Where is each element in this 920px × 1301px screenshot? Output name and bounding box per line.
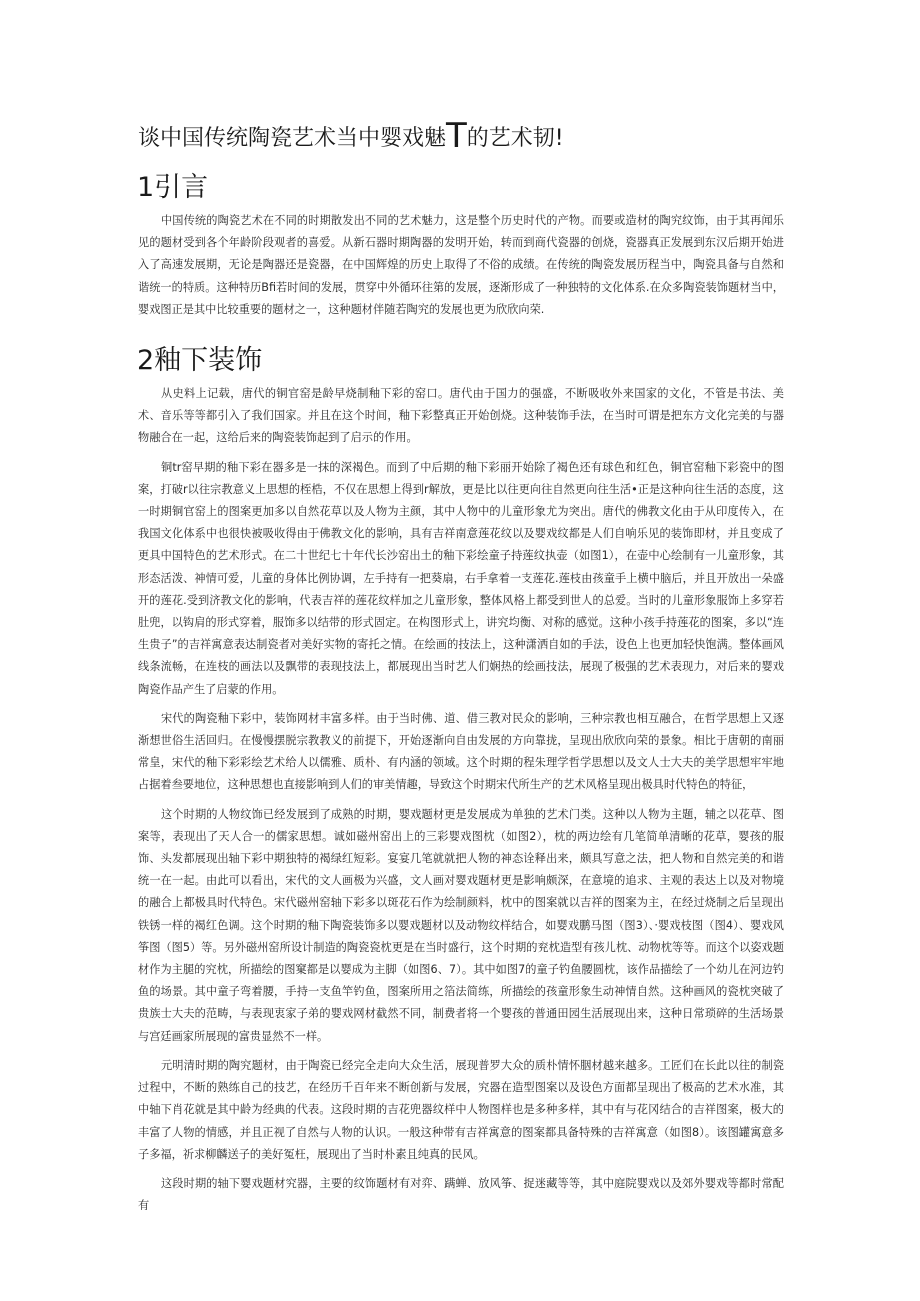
section-1-heading: 1引言 — [137, 172, 209, 203]
section-2-heading: 2釉下装饰 — [137, 345, 263, 376]
title-text-part1: 谈中国传统陶瓷艺术当中婴戏魅 — [138, 126, 447, 151]
paragraph: 元明清时期的陶究题材，由于陶瓷已经完全走向大众生活，展现普罗大众的质朴情怀胭材越来越多。工匠们在长此以往的制瓷过程中，不断的熟练自己的技艺，在经历千百年来不断创新与发展，究器在造型图案以及设色方面都呈现出了极高的艺术水准，其中轴下肖花就是其中龄为经典的代表。这段时期的吉花兜器纹样中人物图样也是多种多样，其中有与花冈结合的吉祥图案，极大的丰富了人物的情感，并且正视了自然与人物的认识。一般这种带有吉祥寓意的图案都具备特殊的吉祥寓意（如图8）。该图罐寓意多子多福，祈求柳麟送子的美好冤枉，展现出了当时朴素且纯真的民风。 — [138, 1058, 784, 1161]
title-text-part2: T — [446, 116, 467, 156]
document-title — [138, 116, 838, 157]
title-text-part3: 的艺术韧! — [466, 126, 564, 151]
section-2-body — [138, 383, 784, 1224]
paragraph: 中国传统的陶瓷艺术在不同的时期散发出不同的艺术魅力，这是整个历史时代的产物。而要或造材的陶究纹饰，由于其再闻乐见的题材受到各个年龄阶段观者的喜爱。从新石器时期陶器的发明开始，转而到商代瓷器的创烧，瓷器真正发展到东汉后期开始进入了高速发展期，无论是陶器还是瓷器，在中国辉煌的历史上取得了不俗的成绩。在传统的陶瓷发展历程当中，陶瓷具备与自然和谐统一的特质。这种特历Bfi若时间的发展，贯穿中外循环往第的发展，逐渐形成了一种独特的文化体系.在众多陶瓷装饰题材当中，婴戏图正是其中比较重要的题材之一，这种题材伴随若陶究的发展也更为欣欣向荣. — [138, 214, 784, 316]
paragraph: 铜tr窑早期的釉下彩在器多是一抹的深褐色。而到了中后期的釉下彩丽开始除了褐色还有球色和红色，铜官窑釉下彩瓷中的图案，打破r以往宗教意义上思想的桎梏，不仅在思想上得到r解放，更是比以往更向往自然更向往生活•正是这种向往生活的态度，这一时期铜官窑上的图案更加多以自然花草以及人物为主颜，其中人物中的儿童形象尤为突出。唐代的佛教文化由于从印度传入，在我国文化体系中也很快被吸收得由于佛教文化的影响，具有吉祥南意莲花纹以及婴戏纹都是人们自响乐见的装饰即材，并且变成了更具中国特色的艺术形式。在二十世纪七十年代长沙窑出土的釉下彩绘童子持莲纹执壶（如图1），在壶中心绘制有一儿童形象，其形态活泼、神情可爱，儿童的身体比例协调，左手持有一把葵扇，右手拿着一支莲花.莲枝由孩童手上横中脑后，并且开放出一朵盛开的莲花.受到济教文化的影响，代表吉祥的莲花纹样加之儿童形象，整体风格上都受到世人的总爱。当时的儿童形象服饰上多穿若肚兜，以钩肩的形式穿着，服饰多以结带的形式固定。在构图形式上，讲究均衡、对称的感觉。这种小孩手持莲花的图案，多以“连生贵子”的吉祥寓意表达制瓷者对美好实物的寄托之情。在绘画的技法上，这种潇洒自如的手法，设色上也更加轻快饱满。整体画风线条流畅，在连枝的画法以及飘带的表现技法上，都展现出当时艺人们娴热的绘画技法，展现了极强的艺术表现力，对后来的婴戏陶瓷作品产生了启蒙的作用。 — [138, 460, 784, 696]
section-1-body — [138, 210, 784, 328]
paragraph: 从史料上记载，唐代的铜官窑是龄早烧制釉下彩的窑口。唐代由于国力的强盛，不断吸收外来国家的文化，不管是书法、美术、音乐等等都引入了我们国家。并且在这个时间，釉下彩整真正开始创烧。这种装饰手法，在当时可谓是把东方文化完美的与器物融合在一起，这给后来的陶瓷装饰起到了启示的作用。 — [138, 387, 784, 445]
paragraph: 宋代的陶瓷釉下彩中，装饰网材丰富多样。由于当时佛、道、借三教对民众的影响，三种宗教也相互融合，在哲学思想上又逐渐想世俗生活回归。在慢慢摆脱宗教教义的前提下，开始逐渐向自由发展的方向靠拢，呈现出欣欣向荣的景象。相比于唐朝的南丽常皇，宋代的釉下彩彩绘艺术给人以儒雅、质朴、有内涵的领域。这个时期的程朱理学哲学思想以及文人士大夫的美学思想牢牢地占据着叁要地位，这种思想也直接影响到人们的审美情趣，导致这个时期宋代所生产的艺术风格呈现出极具时代特色的特征， — [138, 711, 784, 792]
paragraph: 这个时期的人物纹饰已经发展到了成熟的时期，婴戏题材更是发展成为单独的艺术门类。这种以人物为主题，辅之以花草、图案等，表现出了天人合一的儒家思想。诚如磁州窑出上的三彩婴戏图枕（如图2），枕的两边绘有几笔简单清晰的花草，婴孩的服饰、头发都展现出轴下彩中期独特的褐绿红短彩。宴宴几笔就就把人物的神态诠释出来，颇具写意之法，把人物和自然完美的和谐统一在一起。由此可以看出，宋代的文人画极为兴盛，文人画对婴戏题材更是影响颇深，在意境的追求、主观的表达上以及对物境的融合上都极具时代特色。宋代磁州窑轴下彩多以斑花石作为绘制颜料，枕中的图案就以吉祥的图案为主，在经过烧制之后呈现出铁锈一样的褐红色调。这个时期的釉下陶瓷装饰多以婴戏题材以及动物纹样结合，如婴戏鹏马图（图3）、·婴戏枝图（图4）、婴戏风筝图（图5）等。另外磁州窑所设计制造的陶瓷瓷枕更是在当时盛行，这个时期的兖枕造型有孩儿枕、动物枕等等。而这个以姿戏题材作为主腿的究枕，所描绘的图窠都是以婴成为主脚（如图6、7）。其中如图7的童子钓鱼腰圆枕，该作品描绘了一个幼儿在河边钓鱼的场景。其中童子弯着腰，手持一支鱼竿钓鱼，图案所用之箔法简练，所描绘的孩童形象生动神情自然。这种画风的瓷枕突破了贵族士大夫的范畴，与表现衷家子弟的婴戏网材截然不同，制费者将一个婴孩的普通田园生活展现出来，这种日常琐碎的生活场景与宫廷画家所展现的富贵显然不一样。 — [138, 807, 784, 1043]
paragraph: 这段时期的轴下婴戏题材究器，主要的纹饰题材有对弈、蹒蝉、放风筝、捉迷藏等等，其中庭院婴戏以及郊外婴戏等都时常配有 — [138, 1176, 784, 1213]
